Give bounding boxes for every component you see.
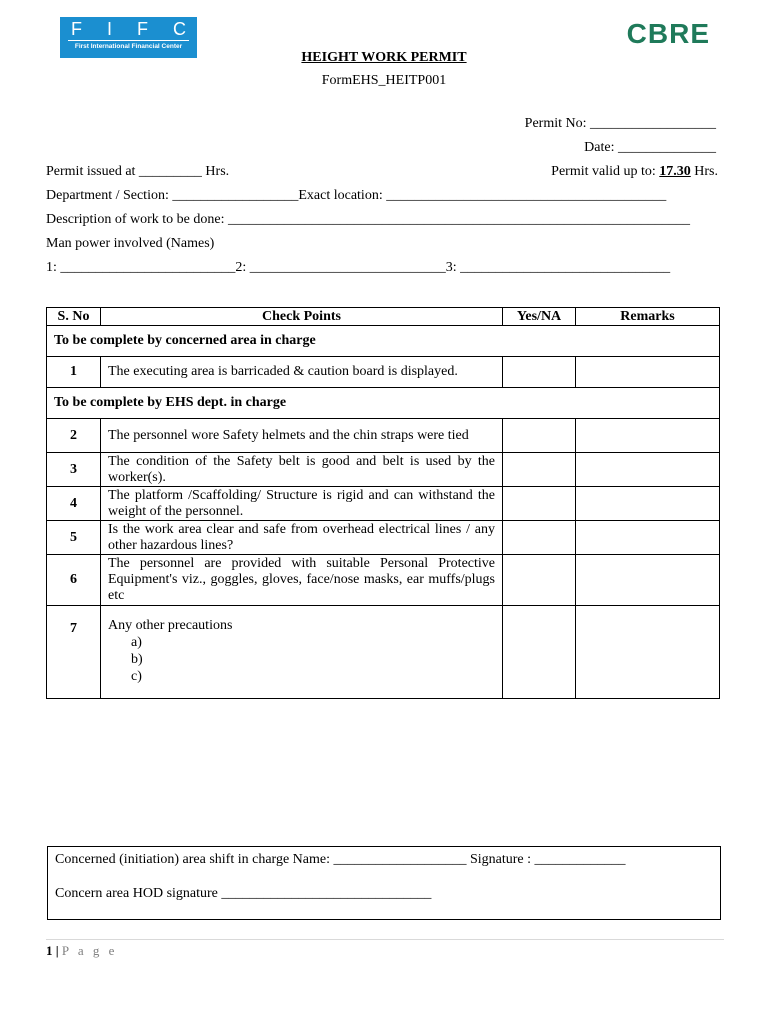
date-field: Date: ______________ <box>584 140 716 155</box>
row-sno: 6 <box>47 555 101 606</box>
description-field: Description of work to be done: __________________________________________________________________ <box>46 212 690 227</box>
precaution-items <box>108 634 495 685</box>
manpower-label: Man power involved (Names) <box>46 236 215 251</box>
row-check-point: The condition of the Safety belt is good and belt is used by the worker(s). <box>101 453 503 487</box>
manpower-names-field: 1: _________________________2: ____________________________3: ______________________________ <box>46 260 671 275</box>
yes-na-cell[interactable] <box>503 606 576 699</box>
page-footer <box>46 943 117 959</box>
row-check-point: Is the work area clear and safe from overhead electrical lines / any other hazardous lines? <box>101 521 503 555</box>
cbre-logo: CBRE <box>626 18 710 49</box>
hod-signature-line: Concern area HOD signature ______________________________ <box>55 886 432 901</box>
fifc-logo-rule <box>68 40 189 41</box>
footer-divider <box>46 939 724 940</box>
remarks-cell[interactable] <box>576 487 720 521</box>
permit-no-field: Permit No: __________________ <box>524 116 716 131</box>
remarks-cell[interactable] <box>576 419 720 453</box>
permit-valid-suffix: Hrs. <box>690 164 718 179</box>
row-sno: 2 <box>47 419 101 453</box>
row-sno: 1 <box>47 357 101 388</box>
page-separator: | <box>55 943 59 958</box>
other-precautions-label: Any other precautions <box>108 618 233 633</box>
yes-na-cell[interactable] <box>503 453 576 487</box>
table-row <box>47 453 720 487</box>
yes-na-cell[interactable] <box>503 555 576 606</box>
yes-na-cell[interactable] <box>503 521 576 555</box>
shift-in-charge-signature-line: Concerned (initiation) area shift in charge Name: ___________________ Signature : _____________ <box>55 852 626 867</box>
precaution-item: c) <box>131 669 142 684</box>
table-row <box>47 555 720 606</box>
permit-valid-up-to-field <box>551 163 718 181</box>
remarks-cell[interactable] <box>576 521 720 555</box>
page-label: P a g e <box>61 943 118 958</box>
section-label: To be complete by concerned area in charge <box>47 326 720 357</box>
department-location-field: Department / Section: __________________Exact location: ________________________________________ <box>46 188 667 203</box>
row-check-point: The platform /Scaffolding/ Structure is rigid and can withstand the weight of the personnel. <box>101 487 503 521</box>
table-row <box>47 419 720 453</box>
section-row-ehs-in-charge <box>47 388 720 419</box>
precaution-item: a) <box>131 635 142 650</box>
row-check-point <box>101 606 503 699</box>
row-sno: 4 <box>47 487 101 521</box>
precaution-item: b) <box>131 652 143 667</box>
page-number: 1 <box>46 943 53 958</box>
row-sno: 3 <box>47 453 101 487</box>
row-check-point: The personnel are provided with suitable Personal Protective Equipment's viz., goggles, gloves, face/nose masks, ear muffs/plugs etc <box>101 555 503 606</box>
fifc-logo-letters: F I F C <box>71 19 196 39</box>
table-row <box>47 487 720 521</box>
header-remarks: Remarks <box>576 308 720 326</box>
table-row <box>47 521 720 555</box>
remarks-cell[interactable] <box>576 555 720 606</box>
remarks-cell[interactable] <box>576 453 720 487</box>
permit-valid-value: 17.30 <box>659 164 691 179</box>
section-label: To be complete by EHS dept. in charge <box>47 388 720 419</box>
form-code: FormEHS_HEITP001 <box>321 73 447 88</box>
header-yes-na: Yes/NA <box>503 308 576 326</box>
fifc-logo-subtitle: First International Financial Center <box>74 43 183 50</box>
table-row <box>47 606 720 699</box>
row-sno: 7 <box>47 606 101 699</box>
document-title: HEIGHT WORK PERMIT <box>301 50 467 65</box>
signature-box <box>47 846 721 920</box>
row-sno: 5 <box>47 521 101 555</box>
row-check-point: The executing area is barricaded & caution board is displayed. <box>101 357 503 388</box>
remarks-cell[interactable] <box>576 357 720 388</box>
section-row-area-in-charge <box>47 326 720 357</box>
yes-na-cell[interactable] <box>503 357 576 388</box>
remarks-cell[interactable] <box>576 606 720 699</box>
table-header-row <box>47 308 720 326</box>
permit-issued-at-field: Permit issued at _________ Hrs. <box>46 164 230 179</box>
row-check-point: The personnel wore Safety helmets and the chin straps were tied <box>101 419 503 453</box>
table-row <box>47 357 720 388</box>
yes-na-cell[interactable] <box>503 419 576 453</box>
check-points-table <box>46 307 720 699</box>
header-sno: S. No <box>47 308 101 326</box>
yes-na-cell[interactable] <box>503 487 576 521</box>
permit-valid-label: Permit valid up to: <box>551 164 660 179</box>
header-check-points: Check Points <box>101 308 503 326</box>
